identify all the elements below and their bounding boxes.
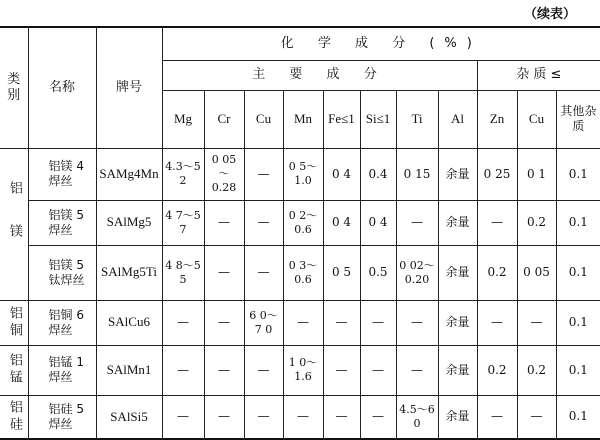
table-row — [0, 200, 600, 245]
table-row — [0, 345, 600, 395]
composition-value: — — [396, 200, 438, 245]
composition-value: 0 1 — [517, 148, 556, 200]
composition-value: 0.2 — [477, 245, 517, 300]
composition-value: — — [204, 395, 244, 439]
grade-code: SAlMg5Ti — [96, 245, 162, 300]
composition-value: 0.1 — [556, 245, 600, 300]
grade-code: SAlSi5 — [96, 395, 162, 439]
column-header: Cu — [517, 90, 556, 148]
category-cell: 铝硅 — [0, 395, 28, 439]
grade-code: SAlCu6 — [96, 300, 162, 345]
column-header: Fe≤1 — [323, 90, 360, 148]
filler-name: 铝镁 5 焊丝 — [28, 200, 96, 245]
composition-value: — — [204, 245, 244, 300]
category-cell: 铝镁 — [0, 148, 28, 300]
composition-value: — — [204, 200, 244, 245]
composition-value: 余量 — [438, 345, 477, 395]
composition-value: — — [283, 395, 323, 439]
filler-name: 铝镁 5 钛焊丝 — [28, 245, 96, 300]
composition-value: 余量 — [438, 200, 477, 245]
composition-value: 余量 — [438, 300, 477, 345]
composition-value: — — [244, 200, 283, 245]
composition-value: — — [360, 300, 396, 345]
column-header: Mg — [162, 90, 204, 148]
header-name: 名称 — [28, 27, 96, 148]
composition-value: 0 4 — [323, 148, 360, 200]
column-header: Mn — [283, 90, 323, 148]
composition-value: 0.1 — [556, 148, 600, 200]
composition-value: 0.5 — [360, 245, 396, 300]
composition-value: — — [204, 345, 244, 395]
header-impurities: 杂 质 ≤ — [477, 60, 600, 90]
composition-value: — — [244, 395, 283, 439]
header-grade: 牌号 — [96, 27, 162, 148]
composition-value: — — [162, 395, 204, 439]
composition-value: 余量 — [438, 148, 477, 200]
composition-value: 0 05～0.28 — [204, 148, 244, 200]
composition-value: — — [244, 245, 283, 300]
composition-value: — — [477, 200, 517, 245]
header-main-components: 主 要 成 分 — [162, 60, 477, 90]
table-row — [0, 300, 600, 345]
column-header: 其他杂质 — [556, 90, 600, 148]
table-row — [0, 395, 600, 439]
composition-value: 4.3～5 2 — [162, 148, 204, 200]
composition-value: — — [162, 345, 204, 395]
composition-value: 0.2 — [477, 345, 517, 395]
composition-table — [0, 26, 600, 440]
composition-value: 0.4 — [360, 148, 396, 200]
column-header: Ti — [396, 90, 438, 148]
composition-value: 0 5 — [323, 245, 360, 300]
column-header: Cu — [244, 90, 283, 148]
header-composition: 化 学 成 分 (%) — [162, 27, 600, 60]
composition-value: — — [477, 395, 517, 439]
composition-value: 余量 — [438, 395, 477, 439]
filler-name: 铝硅 5 焊丝 — [28, 395, 96, 439]
composition-value: — — [323, 300, 360, 345]
composition-value: 0 3～0.6 — [283, 245, 323, 300]
composition-value: — — [360, 345, 396, 395]
composition-value: — — [323, 395, 360, 439]
composition-value: 0.1 — [556, 300, 600, 345]
composition-value: — — [517, 395, 556, 439]
composition-value: — — [244, 148, 283, 200]
composition-value: 0 15 — [396, 148, 438, 200]
grade-code: SAlMn1 — [96, 345, 162, 395]
composition-value: 0.1 — [556, 345, 600, 395]
composition-value: — — [162, 300, 204, 345]
composition-value: 0 25 — [477, 148, 517, 200]
composition-value: 6 0～7 0 — [244, 300, 283, 345]
composition-value: 0.1 — [556, 200, 600, 245]
composition-value: — — [360, 395, 396, 439]
composition-value: — — [477, 300, 517, 345]
composition-value: — — [517, 300, 556, 345]
composition-value: 4 8～5 5 — [162, 245, 204, 300]
composition-value: 0.2 — [517, 200, 556, 245]
composition-value: 0 4 — [360, 200, 396, 245]
table-row — [0, 148, 600, 200]
table-row — [0, 245, 600, 300]
composition-value: 0 2～0.6 — [283, 200, 323, 245]
composition-value: 4.5～6 0 — [396, 395, 438, 439]
composition-value: 1 0～1.6 — [283, 345, 323, 395]
composition-value: — — [283, 300, 323, 345]
column-header: Zn — [477, 90, 517, 148]
composition-value: — — [323, 345, 360, 395]
composition-value: 余量 — [438, 245, 477, 300]
grade-code: SAlMg5 — [96, 200, 162, 245]
composition-value: 4 7～5 7 — [162, 200, 204, 245]
grade-code: SAMg4Mn — [96, 148, 162, 200]
filler-name: 铝锰 1 焊丝 — [28, 345, 96, 395]
column-header: Al — [438, 90, 477, 148]
filler-name: 铝铜 6 焊丝 — [28, 300, 96, 345]
header-category: 类别 — [0, 27, 28, 148]
filler-name: 铝镁 4 焊丝 — [28, 148, 96, 200]
category-cell: 铝铜 — [0, 300, 28, 345]
composition-value: 0.1 — [556, 395, 600, 439]
composition-value: — — [204, 300, 244, 345]
composition-value: 0.2 — [517, 345, 556, 395]
continued-label: （续表） — [523, 7, 576, 22]
composition-value: 0 4 — [323, 200, 360, 245]
category-cell: 铝锰 — [0, 345, 28, 395]
composition-value: — — [396, 345, 438, 395]
composition-value: 0 5～1.0 — [283, 148, 323, 200]
column-header: Si≤1 — [360, 90, 396, 148]
composition-value: — — [396, 300, 438, 345]
column-header: Cr — [204, 90, 244, 148]
composition-value: 0 02～0.20 — [396, 245, 438, 300]
composition-value: 0 05 — [517, 245, 556, 300]
composition-value: — — [244, 345, 283, 395]
